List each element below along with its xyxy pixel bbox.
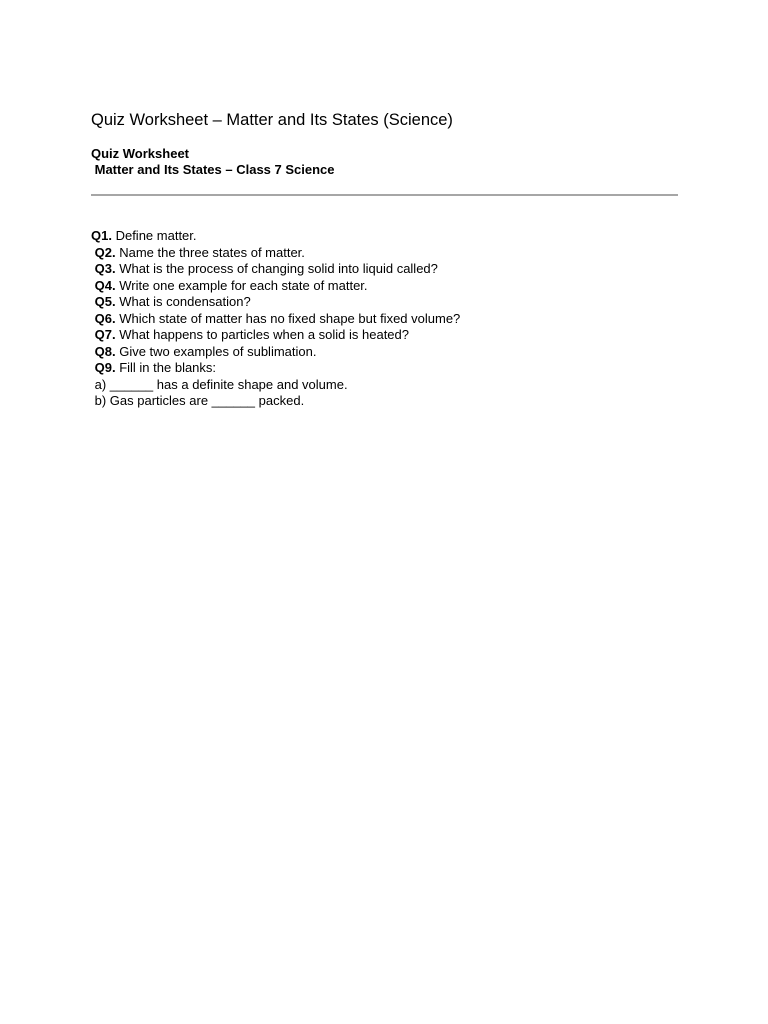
- question-list: [91, 228, 460, 410]
- question-text: Fill in the blanks:: [115, 360, 217, 375]
- question-text: What is condensation?: [115, 294, 251, 309]
- question-label: Q3.: [94, 261, 116, 276]
- question-label: Q2.: [94, 244, 116, 260]
- question-label: Q5.: [94, 294, 116, 309]
- question-4: [91, 278, 460, 295]
- question-2: [91, 245, 460, 262]
- subheading-line-1: Quiz Worksheet: [91, 146, 190, 161]
- question-label: Q9.: [94, 360, 116, 375]
- fill-blank-a: a) ______ has a definite shape and volume.: [91, 376, 348, 392]
- question-6: [91, 311, 460, 328]
- question-label: Q6.: [94, 310, 116, 326]
- question-text: Which state of matter has no fixed shape but fixed volume?: [115, 310, 461, 326]
- question-3: [91, 261, 460, 278]
- question-label: Q4.: [94, 277, 116, 293]
- question-1: [91, 228, 460, 245]
- horizontal-divider: [91, 194, 678, 196]
- question-text: Give two examples of sublimation.: [115, 343, 317, 359]
- question-label: Q8.: [94, 343, 116, 359]
- question-label: Q7.: [94, 327, 116, 342]
- subheading-line-2: Matter and Its States – Class 7 Science: [91, 162, 335, 177]
- question-8: [91, 344, 460, 361]
- question-text: Define matter.: [111, 228, 197, 243]
- question-7: [91, 327, 460, 344]
- question-label: Q1.: [91, 228, 112, 243]
- question-text: What is the process of changing solid into liquid called?: [115, 261, 438, 276]
- question-text: What happens to particles when a solid is heated?: [115, 327, 409, 342]
- worksheet-subheading: [91, 146, 335, 178]
- question-text: Name the three states of matter.: [115, 244, 305, 260]
- fill-blank-b: b) Gas particles are ______ packed.: [91, 393, 305, 408]
- question-text: Write one example for each state of matter.: [115, 277, 368, 293]
- document-title: Quiz Worksheet – Matter and Its States (Science): [91, 111, 453, 129]
- question-9: [91, 360, 460, 377]
- question-5: [91, 294, 460, 311]
